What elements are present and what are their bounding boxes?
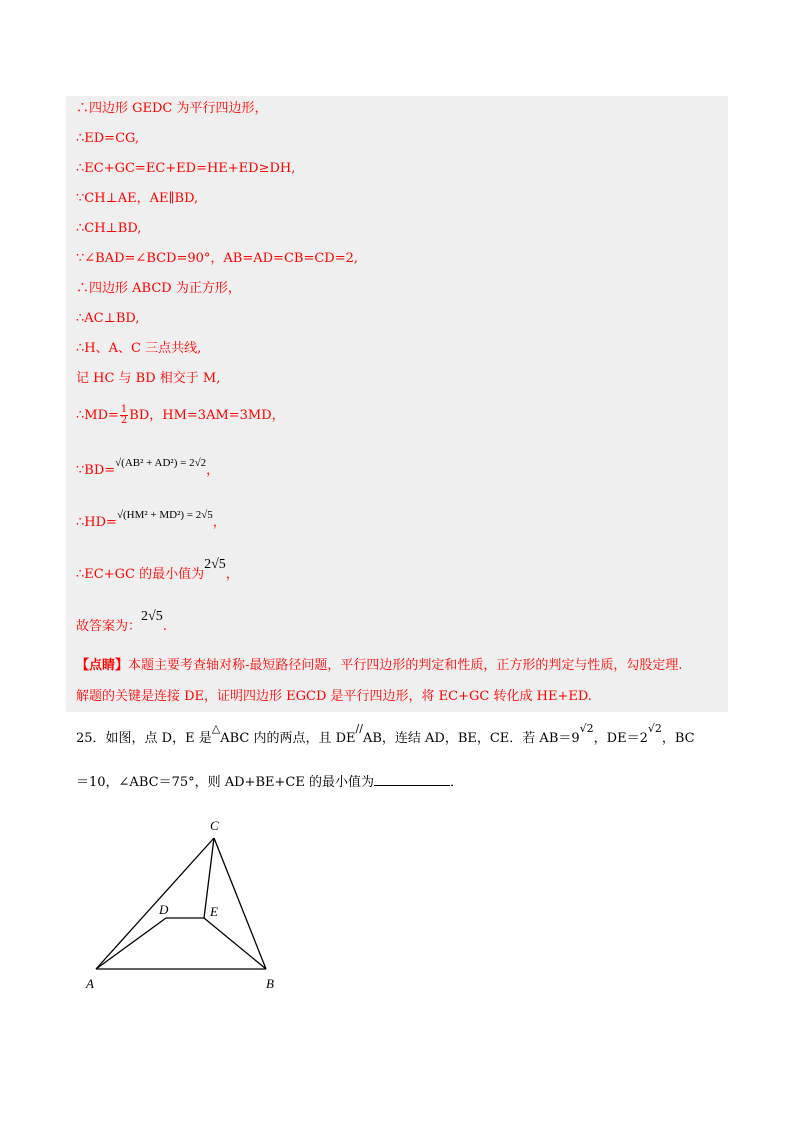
solution-line-4: ∵CH⊥AE，AE∥BD,: [76, 191, 199, 206]
md-suffix: BD，HM=3AM=3MD，: [129, 408, 285, 423]
question-text-e: ，BC: [661, 731, 695, 746]
answer-prefix: 故答案为：: [76, 619, 142, 634]
solution-line-3: ∴EC+GC=EC+ED=HE+ED≥DH,: [76, 161, 296, 176]
question-line-1: [76, 722, 695, 748]
question-text-end: ．: [449, 775, 463, 790]
bd-prefix: ∵BD=: [76, 463, 116, 478]
answer-suffix: .: [162, 619, 167, 634]
solution-line-md: [76, 405, 285, 426]
segment-cb: [214, 838, 266, 969]
solution-line-2: ∴ED=CG,: [76, 131, 140, 146]
hd-formula: √(HM² + MD²) = 2√5: [116, 509, 213, 521]
note-line-1: [76, 657, 683, 675]
solution-line-bd: [76, 457, 220, 480]
min-suffix: ，: [225, 567, 239, 582]
solution-line-7: ∴四边形 ABCD 为正方形，: [76, 281, 241, 296]
parallel-mark: //: [355, 722, 363, 735]
label-b: B: [266, 976, 274, 991]
note-text-2: 解题的关键是连接 DE，证明四边形 EGCD 是平行四边形，将 EC+GC 转化成 HE+ED.: [76, 689, 592, 704]
hd-prefix: ∴HD=: [76, 515, 117, 530]
solution-line-1: ∴四边形 GEDC 为平行四边形，: [76, 101, 268, 116]
min-prefix: ∴EC+GC 的最小值为: [76, 567, 205, 582]
note-tag: 【点睛】: [76, 658, 129, 673]
segment-eb: [204, 918, 266, 969]
label-c: C: [210, 818, 219, 833]
question-text-c: AB，连结 AD，BE，CE．若 AB＝9: [362, 731, 580, 746]
label-d: D: [159, 902, 169, 917]
question-line-2: [76, 773, 463, 792]
answer-formula: 2√5: [141, 609, 163, 624]
label-e: E: [210, 904, 218, 919]
note-line-2: [76, 688, 592, 706]
solution-line-10: 记 HC 与 BD 相交于 M,: [76, 371, 221, 386]
solution-line-6: ∵∠BAD=∠BCD=90°，AB=AD=CB=CD=2,: [76, 251, 359, 266]
geometry-figure: [80, 812, 300, 1006]
answer-blank[interactable]: [374, 773, 450, 786]
sqrt2-a: √2: [579, 722, 594, 735]
question-text-a: 25．如图，点 D，E 是: [76, 731, 212, 746]
answer-line: [76, 609, 167, 636]
segment-ac: [96, 838, 214, 969]
label-a: A: [86, 976, 94, 991]
figure-lines: [96, 838, 266, 969]
bd-suffix: ，: [206, 463, 220, 478]
question-text-2: ＝10，∠ABC＝75°，则 AD+BE+CE 的最小值为: [76, 775, 374, 790]
hd-suffix: ，: [212, 515, 226, 530]
md-prefix: ∴MD=: [76, 408, 119, 423]
sqrt2-b: √2: [647, 722, 662, 735]
segment-ad: [96, 918, 166, 969]
solution-line-9: ∴H、A、C 三点共线,: [76, 341, 202, 356]
question-text-b: ABC 内的两点，且 DE: [220, 731, 356, 746]
solution-line-5: ∴CH⊥BD,: [76, 221, 142, 236]
triangle-diagram: [80, 812, 300, 1002]
note-text-1: 本题主要考查轴对称-最短路径问题，平行四边形的判定和性质，正方形的判定与性质，勾股定理.: [128, 658, 683, 673]
triangle-mark: △: [211, 722, 221, 735]
question-text-d: ，DE＝2: [593, 731, 648, 746]
solution-line-min: [76, 557, 239, 584]
solution-line-hd: [76, 509, 226, 532]
min-formula: 2√5: [204, 557, 226, 572]
solution-line-8: ∴AC⊥BD,: [76, 311, 140, 326]
half-fraction: $\frac{1}{2}$: [120, 404, 128, 426]
bd-formula: √(AB² + AD²) = 2√2: [115, 457, 207, 469]
